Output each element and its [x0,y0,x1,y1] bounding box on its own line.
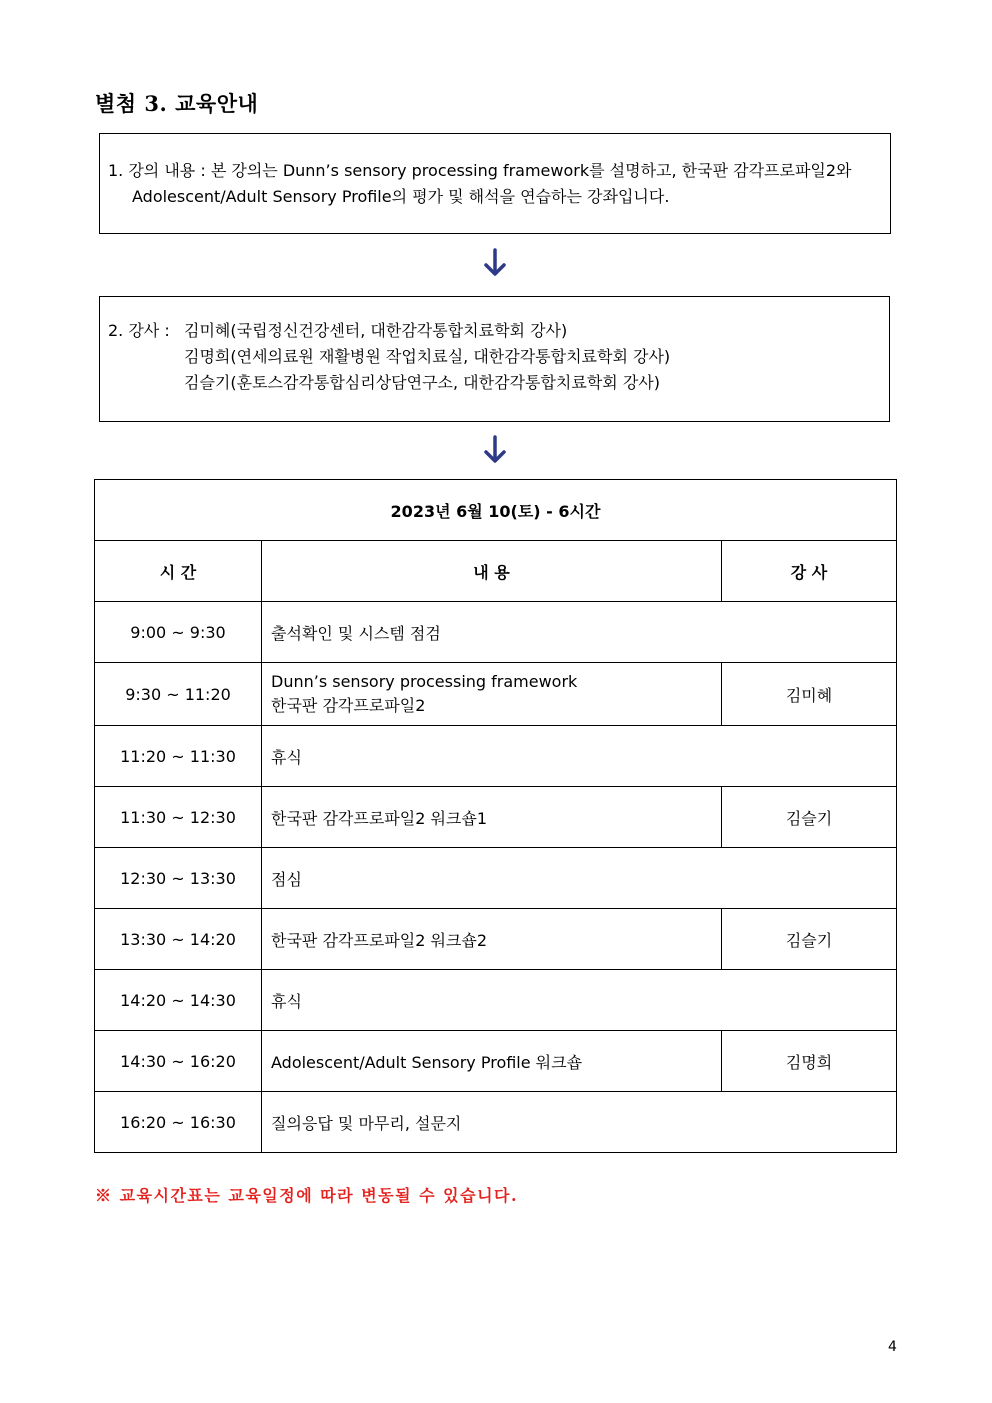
row-time: 11:20 ~ 11:30 [95,726,262,787]
lecturers-label: 2. 강사 : [108,321,170,340]
row-content: 질의응답 및 마무리, 설문지 [262,1092,897,1153]
header-lecturer: 강 사 [722,541,897,602]
row-content: 휴식 [262,726,897,787]
table-row [95,602,897,663]
lecturer-entry: 김명희(연세의료원 재활병원 작업치료실, 대한감각통합치료학회 강사) [184,347,671,366]
down-arrow-icon [482,246,508,280]
table-row [95,1092,897,1153]
row-time: 14:20 ~ 14:30 [95,970,262,1031]
schedule-date: 2023년 6월 10(토) - 6시간 [95,480,897,541]
table-row [95,970,897,1031]
table-row [95,909,897,970]
lecturer-entry: 김미혜(국립정신건강센터, 대한감각통합치료학회 강사) [184,321,568,340]
row-lecturer: 김슬기 [722,787,897,848]
row-time: 16:20 ~ 16:30 [95,1092,262,1153]
page-number: 4 [888,1339,897,1355]
row-time: 9:00 ~ 9:30 [95,602,262,663]
table-row [95,848,897,909]
row-lecturer: 김슬기 [722,909,897,970]
schedule-change-notice: ※ 교육시간표는 교육일정에 따라 변동될 수 있습니다. [95,1186,519,1205]
lecturers-box [99,296,890,422]
course-description-line-1: 1. 강의 내용 : 본 강의는 Dunn’s sensory processing framework를 설명하고, 한국판 감각프로파일2와 [108,161,852,180]
lecturer-entry: 김슬기(훈토스감각통합심리상담연구소, 대한감각통합치료학회 강사) [184,373,660,392]
row-lecturer: 김명희 [722,1031,897,1092]
row-content: 한국판 감각프로파일2 워크숍2 [262,909,722,970]
header-time: 시 간 [95,541,262,602]
row-time: 11:30 ~ 12:30 [95,787,262,848]
row-content: 휴식 [262,970,897,1031]
row-time: 9:30 ~ 11:20 [95,663,262,726]
course-description-line-2: Adolescent/Adult Sensory Profile의 평가 및 해석을 연습하는 강좌입니다. [132,187,670,206]
row-lecturer: 김미혜 [722,663,897,726]
row-content: 점심 [262,848,897,909]
row-content-line-1: Dunn’s sensory processing framework [271,672,578,691]
table-row [95,726,897,787]
down-arrow-icon [482,433,508,467]
course-description-box [99,133,891,234]
row-content: Adolescent/Adult Sensory Profile 워크숍 [262,1031,722,1092]
schedule-table [94,479,897,1153]
row-time: 13:30 ~ 14:20 [95,909,262,970]
row-content-line-2: 한국판 감각프로파일2 [271,696,426,715]
row-content: 출석확인 및 시스템 점검 [262,602,897,663]
row-time: 12:30 ~ 13:30 [95,848,262,909]
table-row [95,1031,897,1092]
page-title: 별첨 3. 교육안내 [95,91,259,116]
row-content [262,663,722,726]
row-time: 14:30 ~ 16:20 [95,1031,262,1092]
header-content: 내 용 [262,541,722,602]
table-row [95,663,897,726]
table-row [95,787,897,848]
row-content: 한국판 감각프로파일2 워크숍1 [262,787,722,848]
